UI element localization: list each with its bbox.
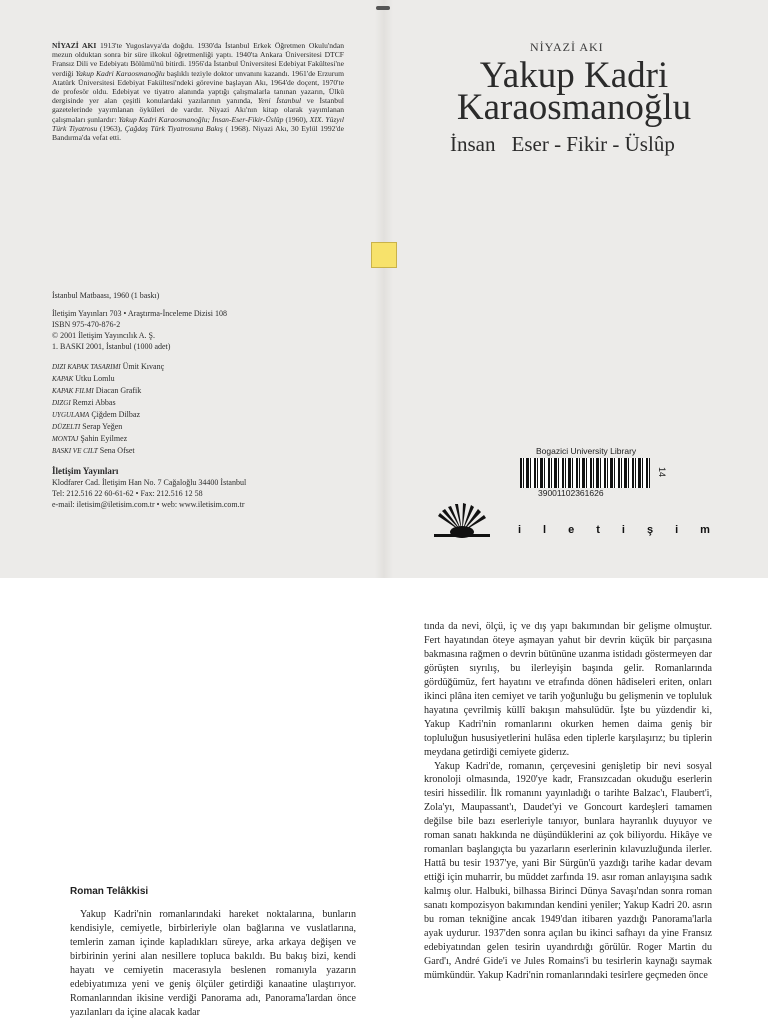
publisher-name: İletişim Yayınları xyxy=(52,466,119,476)
credit-role: DIZI KAPAK TASARIMI xyxy=(52,363,121,371)
printer-line: İstanbul Matbaası, 1960 (1 baskı) xyxy=(52,291,160,300)
subtitle-part-2: Eser - Fikir - Üslûp xyxy=(511,132,675,156)
bio-book-title: Çağdaş Türk Tiyatrosuna Bakış xyxy=(124,123,223,133)
section-heading: Roman Telâkkisi xyxy=(70,886,149,897)
credit-line xyxy=(52,397,352,409)
bio-book-title: Yakup Kadri Karaosmanoğlu; İnsan-Eser-Fikir-Üslûp xyxy=(118,114,284,124)
bio-text: (1963), xyxy=(97,123,125,133)
publisher-wordmark: iletişim xyxy=(518,524,732,536)
isbn-line: ISBN 975-470-876-2 xyxy=(52,320,121,329)
copyright-line: © 2001 İletişim Yayıncılık A. Ş. xyxy=(52,331,155,340)
credit-line xyxy=(52,385,352,397)
publisher-phone: Tel: 212.516 22 60-61-62 • Fax: 212.516 12 58 xyxy=(52,489,203,498)
credit-line xyxy=(52,445,352,457)
bio-text: 1913'te Yugoslavya'da doğdu. 1930'da İstanbul Erkek Öğretmen Okulu'ndan mezun olduktan sonra bir süre ilkokul öğretmenliği yaptı. 1940'ta Ankara Üniversitesi DTCF Fransız Dili ve Edebiyatı Bölümü'nü bitirdi. 1956'da İstanbul Üniversitesi Edebiyat Fakültesi'ne verdiği xyxy=(52,41,344,78)
credit-line xyxy=(52,373,352,385)
book-title xyxy=(444,55,704,128)
bio-text: (1960), xyxy=(283,114,310,124)
credit-name: Remzi Abbas xyxy=(70,398,116,407)
credit-line xyxy=(52,409,352,421)
sticky-note xyxy=(371,242,397,268)
credit-line xyxy=(52,433,352,445)
barcode xyxy=(520,458,650,488)
credit-line xyxy=(52,361,352,373)
paragraph: Yakup Kadri'de, romanın, çerçevesini genişletip bir nevi sosyal kronoloji olmasında, 1920'ye kadr, Fransızcadan okuduğu eserlerin tesiri hissedilir. İlk romanını yayınladığı o tarihte Balzac'ı, Flaubert'i, Zola'yı, Maupassant'ı, Daudet'yi ve Goncourt kardeşleri tamamen değilse bile bazı eserleriyle tanıyor, bunlara hayranlık duyuyor ve roman sanatı hakkında ne düşündüklerini az çok biliyordu. Hikâye ve romanları başlangıçta bu yazarların eserlerinin kılavuzluğunda ilerler. Hattâ bu tesir 1937'ye, yani Bir Sürgün'ü yazdığı tarihe kadar devam ettiği için muharrir, bu müddet zarfında 19. asır roman anlayışına sadık kalmış olur. Halbuki, bilhassa Birinci Dünya Savaşı'ndan sonra roman sanatı kompozisyon bakımından kendini yeniler; Yakup Kadri 20. asrın bu roman tekniğine ancak 1949'dan itibaren yazdığı Panorama'larla ayak uydurur. 1937'den sonra açılan bu ikinci safhayı da yine Fransız edebiyatından gelen tesirin uyandırdığı görülür. Roger Martin du Gard'ı, André Gide'i ve Jules Romains'i bu tesirlerin kaynağı saymak mümkündür. Yakup Kadri'nin romanlarındaki tesirlere geçmeden önce xyxy=(424,760,712,981)
author-bio xyxy=(52,41,344,142)
bio-text: ( 1968). Niyazi Akı, 30 Eylül 1992'de Bandırma'da vefat etti. xyxy=(52,123,344,143)
bio-journal-title: Yeni İstanbul xyxy=(257,96,302,106)
body-text-right xyxy=(424,620,712,983)
credit-name: Sena Ofset xyxy=(97,446,135,455)
credit-role: KAPAK FILMI xyxy=(52,387,94,395)
series-line: İletişim Yayınları 703 • Araştırma-İnceleme Dizisi 108 xyxy=(52,309,227,318)
subtitle-part-1: İnsan xyxy=(450,132,496,156)
credit-name: Şahin Eyilmez xyxy=(78,434,128,443)
paragraph: tında da nevi, ölçü, iç ve dış yapı bakımından bir gelişme olmuştur. Fert hayatından öteye aşmayan yahut bir devrin küçük bir parçasına bakmasına rağmen o devrin bütününe uzanma istidadı göstermeyen dar görüşten sıyrılış, bu ilerleyişin başında gelir. Romanlarında gördüğümüz, fert hayatını ve etrafında dönen hâdiseleri eriten, onları ikinci plâna iten cemiyet ve tarih yoğunluğu bu gelişmenin ve topluluk hayatına çevrilmiş küllî bakışın mahsulüdür. İşte bu yüzdendir ki, Yakup Kadri'nin romanlarını okurken hemen daima geniş bir topluluğun hususiyetlerini hulâsa eden tiplerle karşılaşırız; bu tiplerin meydana getirdiği cemiyete giderız. xyxy=(424,621,712,758)
cover-author: NİYAZİ AKI xyxy=(530,40,604,54)
library-label: Bogazici University Library xyxy=(536,446,637,456)
credit-role: BASKI VE CILT xyxy=(52,447,98,455)
credit-name: Ümit Kıvanç xyxy=(120,362,165,371)
title-line-1: Yakup Kadri xyxy=(479,55,669,96)
credit-role: MONTAJ xyxy=(52,435,79,443)
bio-book-title: XIX. Yüzyıl Türk Tiyatrosu xyxy=(52,114,344,133)
imprint-block xyxy=(52,290,352,510)
credit-role: DÜZELTI xyxy=(52,423,81,431)
credit-role: UYGULAMA xyxy=(52,411,90,419)
barcode-number: 39001102361626 xyxy=(538,488,604,498)
credit-line xyxy=(52,421,352,433)
book-gutter xyxy=(375,0,393,578)
bio-text: başlıklı teziyle doktor unvanını kazandı. 1961'de Erzurum Atatürk Üniversitesi Edebiyat Fakültesi'ndeki görevine başlayan Akı, 1964'de doçent, 1970'te de profesör oldu. Edebiyat ve tiyatro alanında yaptığı çalışmalarla tanınan yazarın, Ülkü dergisinde yer alan çeşitli konulardaki yazılarının yanında, xyxy=(52,68,344,106)
credit-name: Serap Yeğen xyxy=(80,422,123,431)
title-line-2: Karaosmanoğlu xyxy=(456,87,692,128)
credit-name: Utku Lomlu xyxy=(73,374,115,383)
book-subtitle xyxy=(450,132,675,157)
bio-name: NİYAZİ AKI xyxy=(52,41,97,50)
credit-role: KAPAK xyxy=(52,375,74,383)
publisher-logo-icon xyxy=(432,502,492,540)
credit-name: Çiğdem Dilbaz xyxy=(89,410,140,419)
paragraph: Yakup Kadri'nin romanlarındaki hareket noktalarına, bunların kendisiyle, cemiyetle, birbirleriyle olan bağlarına ve vuslatlarına, temlerin zaman içinde kapladıkları süreye, arka arkaya değişen ve birbirinin yerini alan nesillere topluca bakıldı. Bu bakış bizi, kendi hayatı ve cemiyetin macerasıyla beslenen romanıyla yazarın edebiyatımıza yeni ve geniş ölçüler getirdiği kanaatine ulaştırıyor. Romanlarından ikisine verdiği Panorama adı, Panorama'lardan önce yazılanları da içine alacak kadar xyxy=(70,909,356,1018)
edition-line: 1. BASKI 2001, İstanbul (1000 adet) xyxy=(52,342,171,351)
bio-thesis-title: Yakup Kadri Karaosmanoğlu xyxy=(75,68,165,78)
credit-name: Diacan Grafik xyxy=(93,386,142,395)
body-text-left xyxy=(70,908,356,1020)
barcode-side-number: 14 xyxy=(657,466,668,478)
publisher-address: Klodfarer Cad. İletişim Han No. 7 Cağaloğlu 34400 İstanbul xyxy=(52,478,247,487)
publisher-email: e-mail: iletisim@iletisim.com.tr • web: www.iletisim.com.tr xyxy=(52,500,245,509)
credit-role: DIZGI xyxy=(52,399,71,407)
scan-mark xyxy=(376,6,390,10)
bio-text: ve İstanbul gazetelerinde yayımlanan öyküleri de vardır. Niyazi Akı'nın kitap olarak yayımlanan çalışmaları şunlardır: xyxy=(52,96,344,124)
